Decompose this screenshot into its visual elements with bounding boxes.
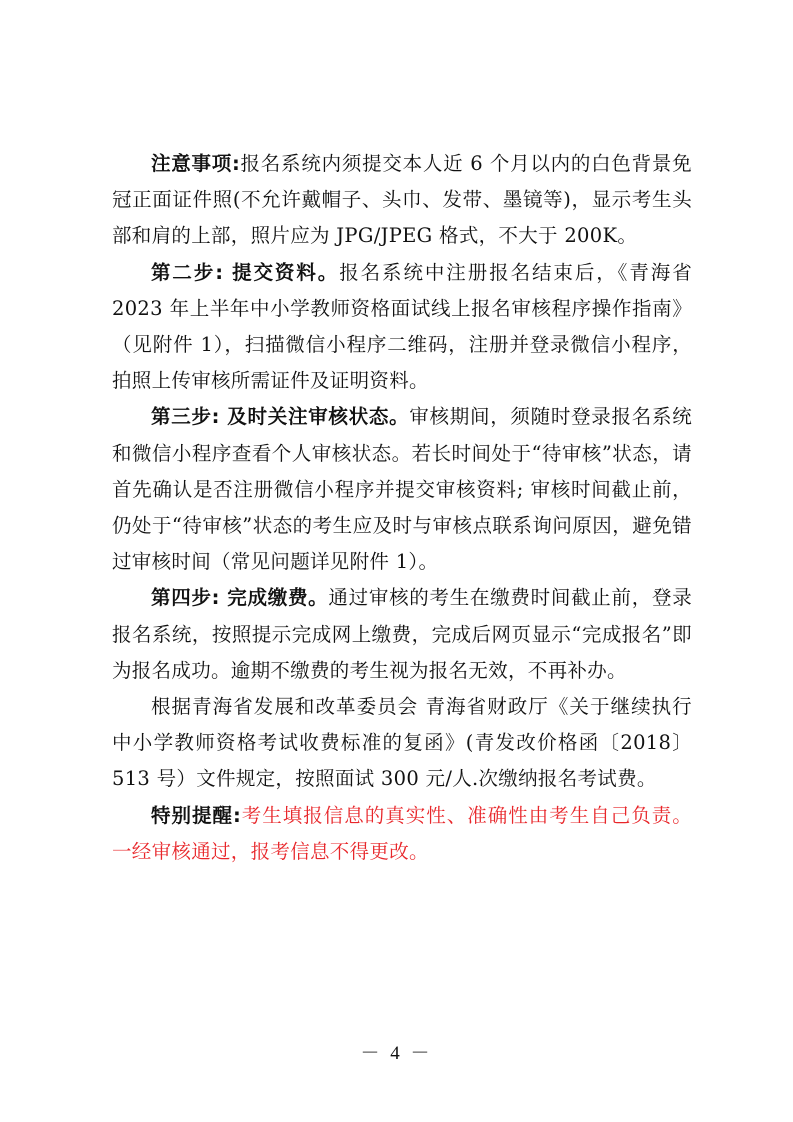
- document-body: [112, 146, 692, 870]
- paragraph-step-two: [112, 255, 692, 400]
- paragraph-step-three: [112, 399, 692, 580]
- paragraph-step-two-heading: 第二步: 提交资料。: [151, 260, 340, 284]
- paragraph-step-two-text: 报名系统中注册报名结束后，《青海省 2023 年上半年中小学教师资格面试线上报名审核程序操作指南》（见附件 1），扫描微信小程序二维码，注册并登录微信小程序，拍照上传审核所需证件及证明资料。: [112, 260, 692, 393]
- page-number: － 4 －: [360, 1043, 433, 1064]
- special-notice-heading: 特别提醒:: [151, 803, 242, 827]
- paragraph-notes-heading: 注意事项:: [151, 152, 241, 175]
- paragraph-notes-text: 报名系统内须提交本人近 6 个月以内的白色背景免冠正面证件照(不允许戴帽子、头巾、发带、墨镜等)，显示考生头部和肩的上部，照片应为 JPG/JPEG 格式，不大于 200K。: [112, 152, 692, 248]
- paragraph-step-three-text: 审核期间，须随时登录报名系统和微信小程序查看个人审核状态。若长时间处于“待审核”状态，请首先确认是否注册微信小程序并提交审核资料; 审核时间截止前，仍处于“待审核”状态的考生应及时与审核点联系询问原因，避免错过审核时间（常见问题详见附件 1）。: [112, 405, 692, 574]
- paragraph-fee-basis-text: 根据青海省发展和改革委员会 青海省财政厅《关于继续执行中小学教师资格考试收费标准的复函》(青发改价格函〔2018〕513 号）文件规定，按照面试 300 元/人.次缴纳报名考试费。: [112, 695, 692, 791]
- paragraph-notes: [112, 146, 692, 255]
- paragraph-step-three-heading: 第三步: 及时关注审核状态。: [151, 405, 410, 429]
- special-notice-text: 考生填报信息的真实性、准确性由考生自己负责。一经审核通过，报考信息不得更改。: [112, 803, 692, 863]
- paragraph-fee-basis: [112, 689, 692, 798]
- paragraph-step-four-heading: 第四步: 完成缴费。: [151, 586, 329, 610]
- paragraph-step-four-text: 通过审核的考生在缴费时间截止前，登录报名系统，按照提示完成网上缴费，完成后网页显示“完成报名”即为报名成功。逾期不缴费的考生视为报名无效，不再补办。: [112, 586, 692, 682]
- paragraph-special-notice: [112, 798, 692, 870]
- paragraph-step-four: [112, 580, 692, 689]
